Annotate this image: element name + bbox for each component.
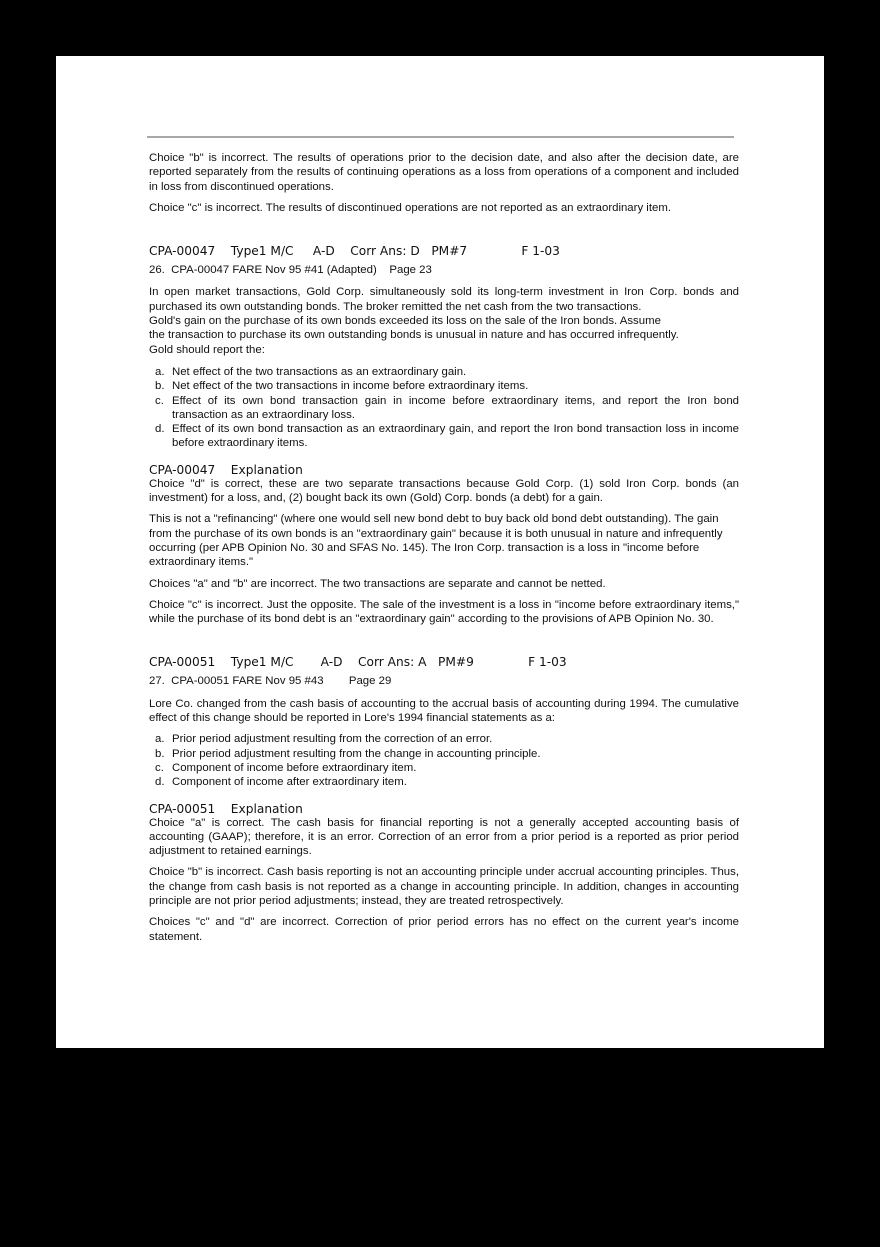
question-header: CPA-00047 Type1 M/C A-D Corr Ans: D PM#7 F 1-03 [149,244,560,259]
explanation-paragraph: This is not a "refinancing" (where one would sell new bond debt to buy back old bond debt outstanding). The gain from the purchase of its own bonds is an "extraordinary gain" because it is both unusual in nature and infrequently occurring (per APB Opinion No. 30 and SFAS No. 145). The Iron Corp. transaction is a loss in "income before extraordinary items." [149,513,723,569]
answer-options [149,365,739,451]
option-letter: d. [155,776,165,789]
answer-option-c [149,394,739,423]
question-source: 26. CPA-00047 FARE Nov 95 #41 (Adapted) Page 23 [149,264,432,277]
stem-line: Gold's gain on the purchase of its own bonds exceeded its loss on the sale of the Iron bonds. Assume [149,315,661,328]
top-paragraph: Choice "c" is incorrect. The results of discontinued operations are not reported as an extraordinary item. [149,201,671,214]
question-stem: Lore Co. changed from the cash basis of accounting to the accrual basis of accounting during 1994. The cumulative effect of this change should be reported in Lore's 1994 financial statements as a: [149,697,739,725]
stem-line: Gold should report the: [149,343,265,356]
answer-option-b [149,747,739,761]
answer-option-b [149,379,739,393]
explanation-paragraph: Choice "a" is correct. The cash basis for financial reporting is not a generally accepted accounting basis of accounting (GAAP); therefore, it is an error. Correction of an error from a prior period is a reported as prior period adjustment to retained earnings. [149,816,739,858]
option-text: Prior period adjustment resulting from the correction of an error. [172,733,493,746]
explanation-paragraph: Choice "b" is incorrect. Cash basis reporting is not an accounting principle under accrual accounting principles. Thus, the change from cash basis is not reported as a change in accounting principle. In addition, changes in accounting principle are not prior period adjustments; instead, they are treated retrospectively. [149,866,739,907]
option-letter: a. [155,733,165,746]
answer-option-d [149,775,739,789]
explanation-paragraph: Choices "a" and "b" are incorrect. The two transactions are separate and cannot be netted. [149,577,606,590]
option-text: Net effect of the two transactions in income before extraordinary items. [172,380,529,393]
answer-option-a [149,732,739,746]
option-text: Net effect of the two transactions as an extraordinary gain. [172,365,467,378]
answer-option-c [149,761,739,775]
answer-option-d [149,422,739,451]
explanation-paragraph: Choices "c" and "d" are incorrect. Correction of prior period errors has no effect on the current year's income statement. [149,916,739,943]
header-rule [147,136,734,138]
question-stem [149,285,739,356]
option-text: Prior period adjustment resulting from the change in accounting principle. [172,747,541,760]
option-letter: b. [155,380,165,393]
option-letter: d. [155,423,165,436]
question-cpa-00051 [149,655,739,943]
answer-option-a [149,365,739,379]
option-text: Effect of its own bond transaction as an extraordinary gain, and report the Iron bond transaction loss in income before extraordinary items. [172,423,739,450]
option-text: Component of income before extraordinary item. [172,761,417,774]
explanation-paragraph: Choice "d" is correct, these are two separate transactions because Gold Corp. (1) sold Iron Corp. bonds (an investment) for a loss, and, (2) bought back its own (Gold) Corp. bonds (a debt) for a gain. [149,477,739,505]
page-content [149,151,739,951]
option-text: Component of income after extraordinary item. [172,776,407,789]
question-cpa-00047 [149,244,739,626]
explanation-header: CPA-00047 Explanation [149,462,303,477]
top-paragraph: Choice "b" is incorrect. The results of operations prior to the decision date, and also after the decision date, are reported separately from the results of continuing operations as a loss from operations of a component and included in loss from discontinued operations. [149,152,739,193]
stem-line: the transaction to purchase its own outstanding bonds is unusual in nature and has occurred infrequently. [149,329,679,342]
option-letter: b. [155,747,165,760]
question-source: 27. CPA-00051 FARE Nov 95 #43 Page 29 [149,675,392,688]
option-letter: c. [155,394,164,407]
stem-line: In open market transactions, Gold Corp. simultaneously sold its long-term investment in Iron Corp. bonds and purchased its own outstanding bonds. The broker remitted the net cash from the two transactions. [149,286,739,313]
option-text: Effect of its own bond transaction gain in income before extraordinary items, and report the Iron bond transaction as an extraordinary loss. [172,394,739,421]
option-letter: c. [155,761,164,774]
document-page [56,56,824,1048]
option-letter: a. [155,365,165,378]
question-header: CPA-00051 Type1 M/C A-D Corr Ans: A PM#9 F 1-03 [149,655,567,670]
explanation-paragraph: Choice "c" is incorrect. Just the opposite. The sale of the investment is a loss in "income before extraordinary items," while the purchase of its bond debt is an "extraordinary gain" according to the provisions of APB Opinion No. 30. [149,598,739,626]
answer-options [149,732,739,789]
explanation-header: CPA-00051 Explanation [149,801,303,816]
